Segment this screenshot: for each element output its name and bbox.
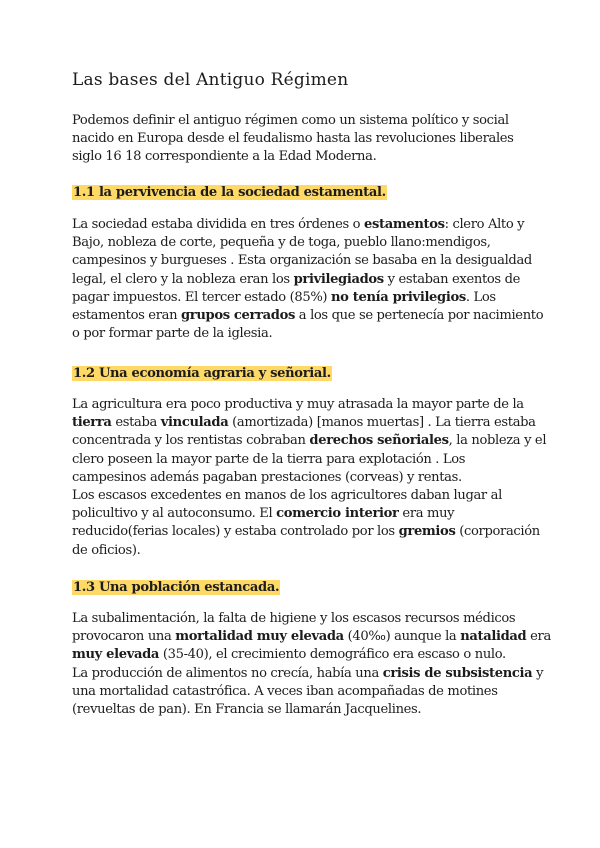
bold-term: mortalidad muy elevada [175, 629, 344, 645]
intro-line: nacido en Europa desde el feudalismo hasta las revoluciones liberales [72, 131, 514, 147]
bold-term: natalidad [460, 629, 527, 645]
bold-term: vinculada [160, 415, 229, 431]
intro-paragraph [72, 112, 528, 167]
bold-term: gremios [398, 524, 456, 540]
paragraph-line: Bajo, nobleza de corte, pequeña y de toga, pueblo llano:mendigos, [72, 235, 491, 251]
bold-term: muy elevada [72, 647, 160, 663]
paragraph-line: de oficios). [72, 542, 141, 558]
text-run: : clero Alto y [444, 217, 525, 232]
paragraph-line [72, 665, 544, 683]
paragraph-line [72, 505, 528, 523]
section-heading-1-3 [72, 579, 280, 597]
paragraph-line: La subalimentación, la falta de higiene y los escasos recursos médicos [72, 611, 516, 626]
highlighted-heading-text: 1.3 Una población estancada. [73, 580, 280, 595]
paragraph-line [72, 216, 528, 234]
bold-term: tierra [72, 415, 112, 431]
intro-line: siglo 16 18 correspondiente a la Edad Moderna. [72, 149, 377, 165]
paragraph-line: (revueltas de pan). En Francia se llamarán Jacquelines. [72, 702, 422, 718]
text-run: estamentos eran [72, 308, 181, 324]
bold-term: grupos cerrados [180, 308, 295, 324]
paragraph-line [72, 432, 547, 450]
bold-term: estamentos [364, 217, 445, 232]
section-2-paragraph [72, 396, 547, 560]
paragraph-line: clero poseen la mayor parte de la tierra para explotación . Los [72, 451, 466, 467]
text-run: policultivo y al autoconsumo. El [72, 506, 277, 522]
text-run: estaba [111, 415, 161, 431]
page-title: Las bases del Antiguo Régimen [72, 70, 349, 90]
paragraph-line: La agricultura era poco productiva y muy atrasada la mayor parte de la [72, 397, 524, 412]
text-run: era muy [398, 506, 455, 522]
highlighted-heading-text: 1.2 Una economía agraria y señorial. [73, 366, 331, 381]
bold-term: comercio interior [276, 506, 399, 522]
highlighted-heading-text: 1.1 la pervivencia de la sociedad estamental. [73, 185, 386, 200]
text-run: . Los [465, 289, 496, 305]
section-3-paragraph [72, 610, 551, 719]
text-run: a los que se pertenecía por nacimiento [294, 308, 544, 324]
section-heading-1-2 [72, 365, 332, 383]
text-run: (amortizada) [manos muertas] . La tierra estaba [228, 415, 536, 431]
paragraph-line [72, 271, 528, 289]
text-run: (40‰) aunque la [343, 629, 461, 645]
text-run: provocaron una [72, 629, 176, 645]
bold-term: privilegiados [293, 271, 384, 287]
paragraph-line: o por formar parte de la iglesia. [72, 326, 273, 342]
text-run: y [532, 665, 544, 681]
text-run: reducido(ferias locales) y estaba controlado por los [72, 524, 399, 540]
paragraph-line [72, 289, 528, 307]
text-run: , la nobleza y el [448, 433, 547, 449]
text-run: La sociedad estaba dividida en tres órdenes o [72, 217, 365, 232]
paragraph-line: Los escasos excedentes en manos de los agricultores daban lugar al [72, 488, 502, 504]
paragraph-line [72, 628, 551, 646]
paragraph-line: una mortalidad catastrófica. A veces iban acompañadas de motines [72, 683, 498, 699]
text-run: y estaban exentos de [383, 271, 521, 287]
bold-term: derechos señoriales [309, 433, 449, 449]
text-run: La producción de alimentos no crecía, había una [72, 665, 383, 681]
text-run: era [526, 629, 551, 645]
paragraph-line [72, 307, 544, 325]
intro-line: Podemos definir el antiguo régimen como un sistema político y social [72, 113, 509, 128]
paragraph-line [72, 414, 536, 432]
bold-term: no tenía privilegios [331, 289, 466, 305]
text-run: pagar impuestos. El tercer estado (85%) [72, 289, 331, 305]
paragraph-line [72, 523, 540, 541]
text-run: (35-40), el crecimiento demográfico era escaso o nulo. [159, 647, 506, 663]
bold-term: crisis de subsistencia [382, 665, 533, 681]
section-1-paragraph [72, 216, 544, 343]
text-run: (corporación [455, 524, 540, 540]
paragraph-line: campesinos además pagaban prestaciones (corveas) y rentas. [72, 469, 462, 485]
text-run: concentrada y los rentistas cobraban [72, 433, 310, 449]
text-run: legal, el clero y la nobleza eran los [72, 271, 294, 287]
paragraph-line: campesinos y burgueses . Esta organización se basaba en la desigualdad [72, 253, 532, 269]
paragraph-line [72, 646, 528, 664]
section-heading-1-1 [72, 184, 387, 202]
